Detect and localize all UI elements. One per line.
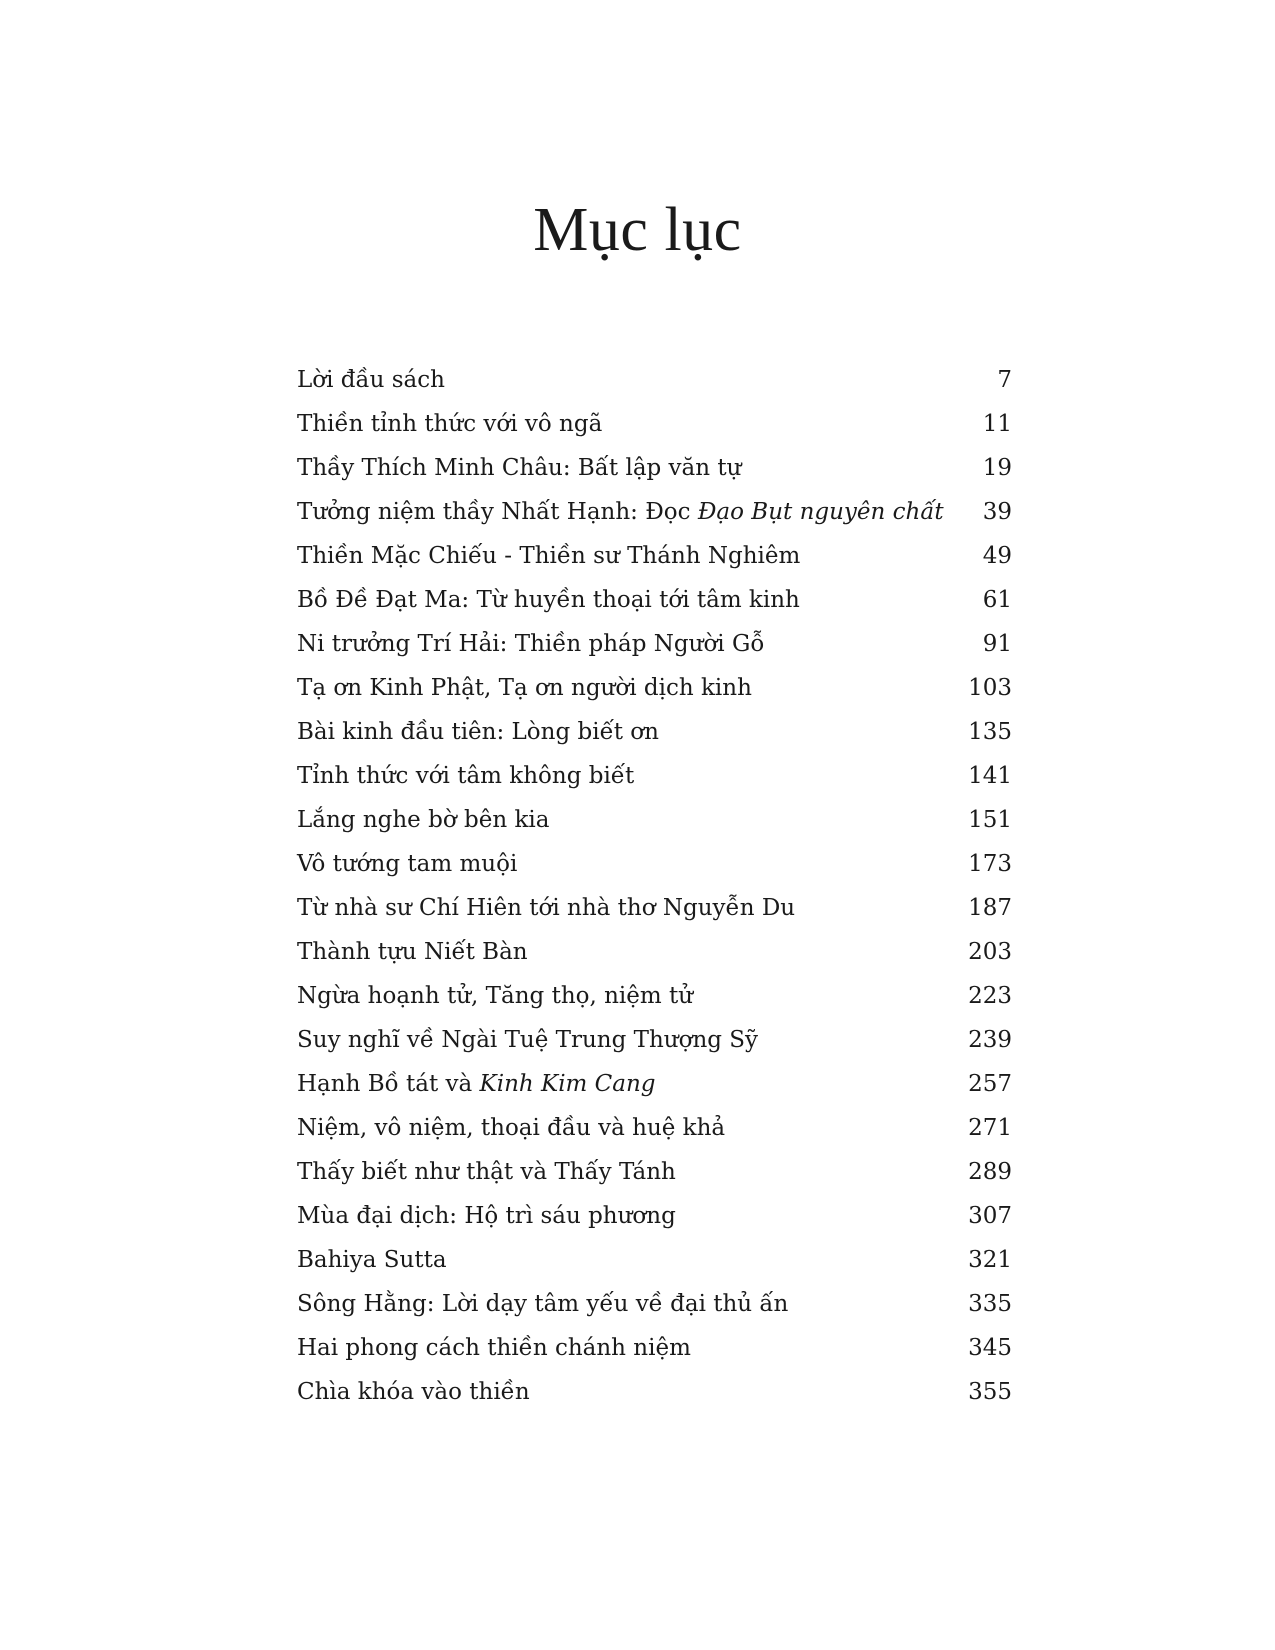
toc-entry-title — [297, 1238, 447, 1282]
toc-entry-page-number: 223 — [968, 983, 1012, 1009]
toc-entry-page-number: 239 — [968, 1027, 1012, 1053]
toc-entry[interactable] — [297, 754, 1012, 798]
toc-entry[interactable] — [297, 402, 1012, 446]
toc-entry[interactable] — [297, 710, 1012, 754]
toc-entry[interactable] — [297, 1018, 1012, 1062]
toc-entry[interactable] — [297, 1194, 1012, 1238]
toc-entry-title-text: Thấy biết như thật và Thấy Tánh — [297, 1159, 676, 1185]
toc-entry-title-italic: Kinh Kim Cang — [479, 1071, 656, 1097]
toc-entry-page-number: 11 — [982, 411, 1012, 437]
toc-entry-title — [297, 754, 634, 798]
toc-entry-title — [297, 1282, 788, 1326]
toc-entry-title-text: Thiền Mặc Chiếu - Thiền sư Thánh Nghiêm — [297, 543, 801, 569]
toc-entry-title-text: Chìa khóa vào thiền — [297, 1379, 530, 1405]
toc-entry-title — [297, 402, 602, 446]
toc-entry[interactable] — [297, 1150, 1012, 1194]
toc-entry-page-number: 355 — [968, 1379, 1012, 1405]
toc-entry-title — [297, 578, 800, 622]
toc-entry-page-number: 39 — [982, 499, 1012, 525]
toc-entry[interactable] — [297, 666, 1012, 710]
toc-entry-title — [297, 930, 528, 974]
toc-entry-title — [297, 358, 445, 402]
table-of-contents — [297, 358, 1012, 1414]
toc-entry[interactable] — [297, 798, 1012, 842]
toc-entry-page-number: 19 — [982, 455, 1012, 481]
toc-entry-title — [297, 710, 659, 754]
toc-entry[interactable] — [297, 1282, 1012, 1326]
toc-entry-title-text: Từ nhà sư Chí Hiên tới nhà thơ Nguyễn Du — [297, 895, 796, 921]
toc-entry-title-text: Bahiya Sutta — [297, 1247, 447, 1273]
toc-entry[interactable] — [297, 534, 1012, 578]
toc-entry-page-number: 7 — [997, 367, 1012, 393]
toc-entry[interactable] — [297, 1370, 1012, 1414]
toc-entry-title-text: Thiền tỉnh thức với vô ngã — [297, 411, 603, 437]
toc-entry-page-number: 61 — [982, 587, 1012, 613]
toc-entry-page-number: 141 — [968, 763, 1012, 789]
toc-entry-title-text: Tỉnh thức với tâm không biết — [297, 763, 635, 789]
toc-entry-title — [297, 534, 800, 578]
toc-entry-page-number: 307 — [968, 1203, 1012, 1229]
toc-entry[interactable] — [297, 490, 1012, 534]
toc-entry[interactable] — [297, 974, 1012, 1018]
toc-entry-page-number: 151 — [968, 807, 1012, 833]
toc-entry-page-number: 187 — [968, 895, 1012, 921]
toc-entry-title-text: Tạ ơn Kinh Phật, Tạ ơn người dịch kinh — [297, 675, 752, 701]
toc-entry-page-number: 173 — [968, 851, 1012, 877]
toc-entry-title-text: Suy nghĩ về Ngài Tuệ Trung Thượng Sỹ — [297, 1027, 759, 1053]
toc-entry-title-text: Sông Hằng: Lời dạy tâm yếu về đại thủ ấn — [297, 1291, 789, 1317]
toc-entry-title-text: Hai phong cách thiền chánh niệm — [297, 1335, 691, 1361]
toc-entry-page-number: 321 — [968, 1247, 1012, 1273]
toc-entry-title-italic: Đạo Bụt nguyên chất — [697, 499, 944, 525]
toc-entry-title — [297, 446, 741, 490]
toc-entry-page-number: 271 — [968, 1115, 1012, 1141]
toc-entry-title — [297, 1326, 691, 1370]
toc-entry[interactable] — [297, 1326, 1012, 1370]
toc-entry-title — [297, 622, 764, 666]
toc-entry-title — [297, 666, 752, 710]
toc-entry-page-number: 345 — [968, 1335, 1012, 1361]
toc-entry-title — [297, 1062, 656, 1106]
toc-entry-title — [297, 1106, 725, 1150]
toc-entry-title-text: Bài kinh đầu tiên: Lòng biết ơn — [297, 719, 659, 745]
toc-entry-page-number: 257 — [968, 1071, 1012, 1097]
toc-entry-page-number: 91 — [982, 631, 1012, 657]
toc-entry[interactable] — [297, 578, 1012, 622]
toc-entry-title-text: Hạnh Bồ tát và — [297, 1071, 480, 1097]
toc-entry-page-number: 135 — [968, 719, 1012, 745]
toc-entry-title — [297, 974, 693, 1018]
toc-entry[interactable] — [297, 886, 1012, 930]
toc-entry[interactable] — [297, 622, 1012, 666]
toc-entry-page-number: 49 — [982, 543, 1012, 569]
toc-entry-title-text: Mùa đại dịch: Hộ trì sáu phương — [297, 1203, 676, 1229]
toc-entry-title — [297, 1370, 530, 1414]
toc-entry-title — [297, 490, 944, 534]
toc-entry-title-text: Lời đầu sách — [297, 367, 445, 393]
page-title: Mục lục — [533, 196, 742, 264]
toc-entry-title — [297, 1194, 676, 1238]
toc-entry-title-text: Niệm, vô niệm, thoại đầu và huệ khả — [297, 1115, 726, 1141]
toc-entry-title — [297, 798, 549, 842]
toc-entry[interactable] — [297, 1062, 1012, 1106]
toc-entry[interactable] — [297, 842, 1012, 886]
toc-entry-title-text: Vô tướng tam muội — [297, 851, 518, 877]
toc-entry-title-text: Ni trưởng Trí Hải: Thiền pháp Người Gỗ — [297, 631, 765, 657]
toc-entry-title-text: Lắng nghe bờ bên kia — [297, 807, 550, 833]
toc-entry-title-text: Thành tựu Niết Bàn — [297, 939, 528, 965]
toc-entry-title — [297, 842, 517, 886]
toc-entry[interactable] — [297, 1106, 1012, 1150]
toc-entry-title-text: Ngừa hoạnh tử, Tăng thọ, niệm tử — [297, 983, 694, 1009]
toc-entry[interactable] — [297, 1238, 1012, 1282]
toc-entry-title-text: Tưởng niệm thầy Nhất Hạnh: Đọc — [297, 499, 698, 525]
toc-entry-title — [297, 1018, 758, 1062]
toc-entry-title-text: Bồ Đề Đạt Ma: Từ huyền thoại tới tâm kinh — [297, 587, 800, 613]
toc-entry-title-text: Thầy Thích Minh Châu: Bất lập văn tự — [297, 455, 742, 481]
toc-entry[interactable] — [297, 930, 1012, 974]
toc-entry-title — [297, 886, 795, 930]
toc-entry-page-number: 289 — [968, 1159, 1012, 1185]
toc-entry[interactable] — [297, 358, 1012, 402]
toc-entry-page-number: 103 — [968, 675, 1012, 701]
toc-entry-title — [297, 1150, 676, 1194]
toc-entry-page-number: 335 — [968, 1291, 1012, 1317]
toc-entry[interactable] — [297, 446, 1012, 490]
toc-entry-page-number: 203 — [968, 939, 1012, 965]
